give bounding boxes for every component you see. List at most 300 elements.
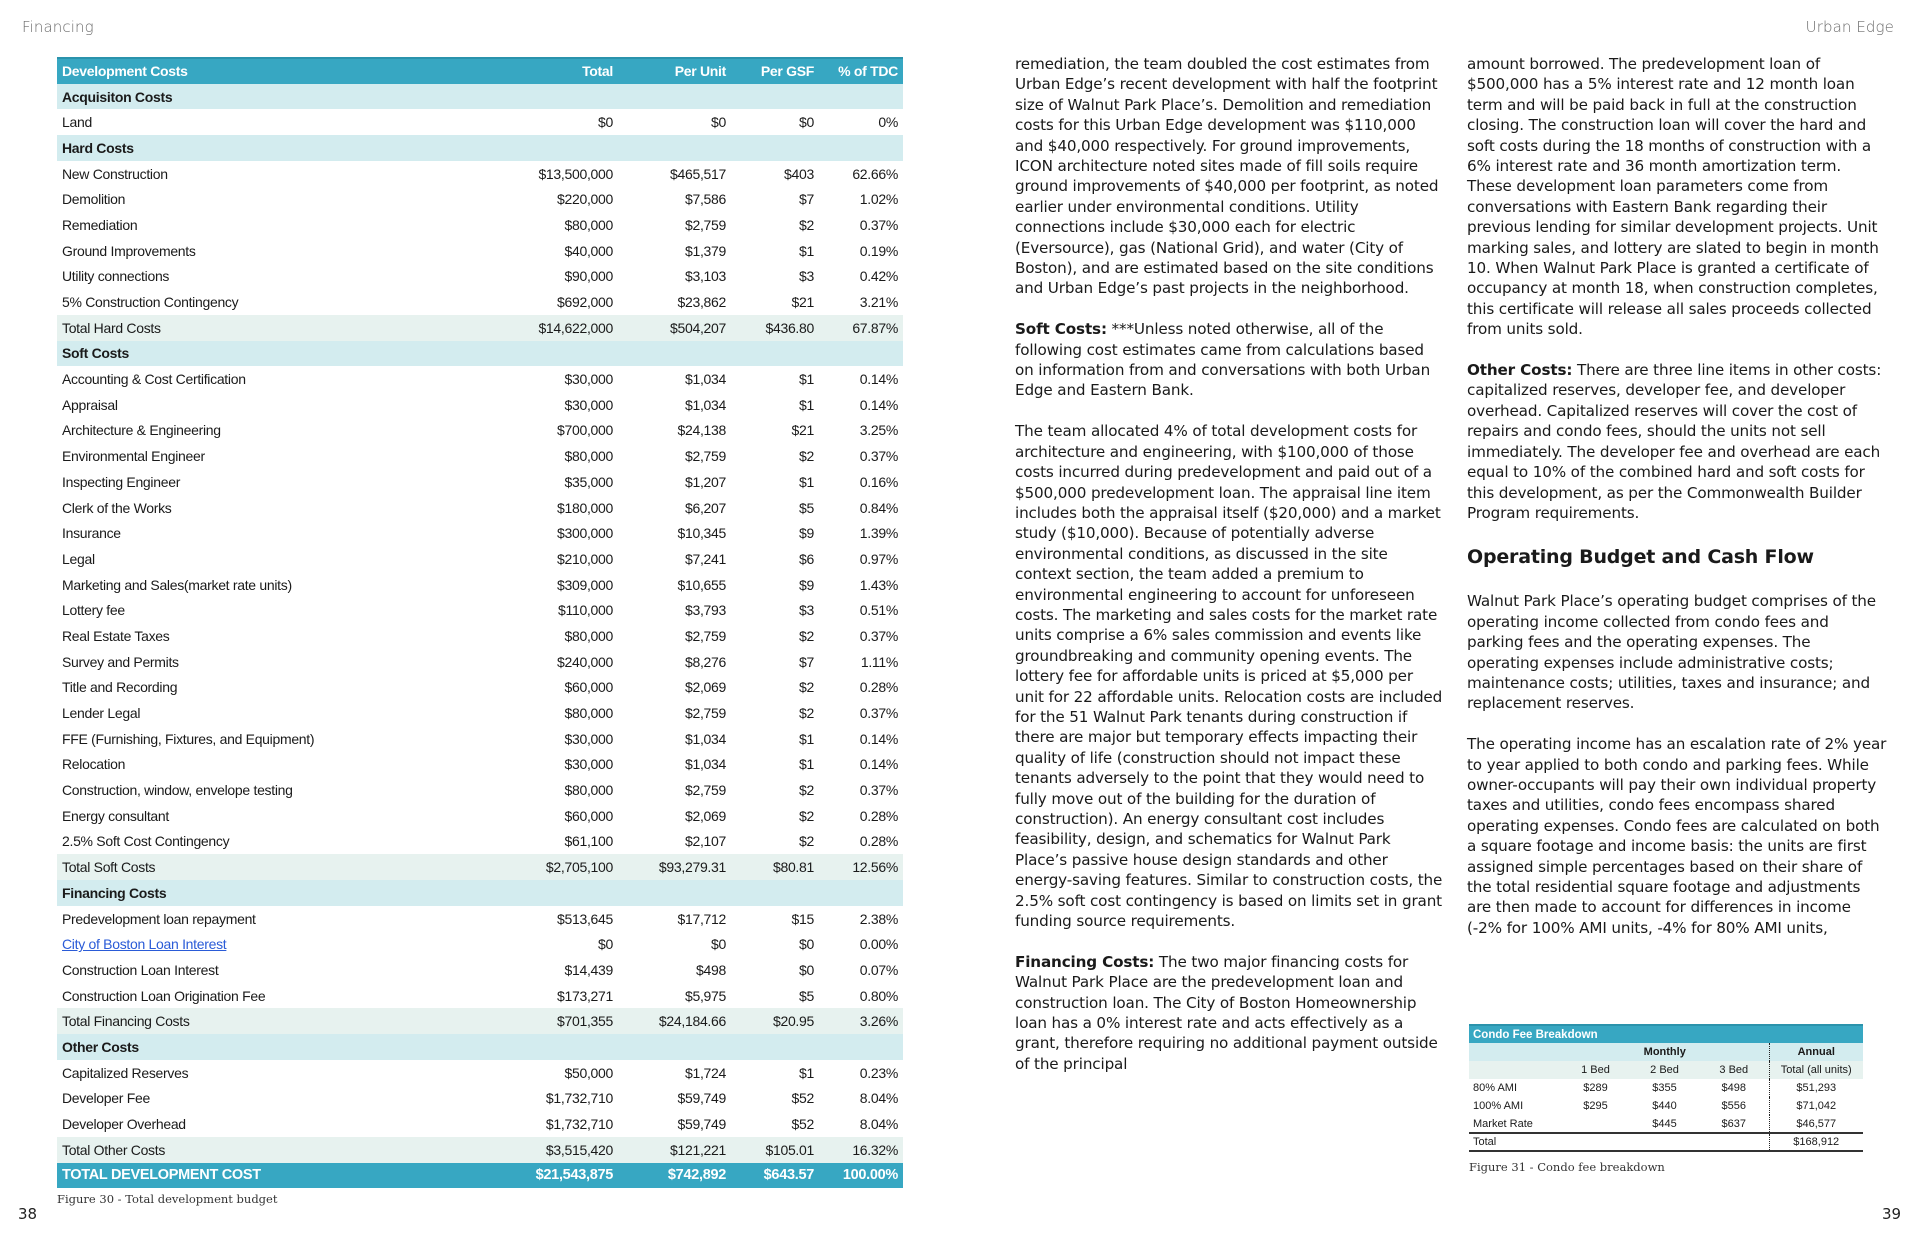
row-label: Financing Costs: [62, 884, 167, 901]
cell-pct: 0.23%: [859, 1064, 898, 1081]
cell-per-gsf: $7: [799, 653, 814, 670]
cell-per-unit: $0: [711, 114, 726, 131]
row-label: Total Hard Costs: [62, 319, 161, 336]
cell-pct: 0.97%: [859, 550, 898, 567]
total-blank: [1699, 1133, 1769, 1151]
city-of-boston-loan-link[interactable]: City of Boston Loan Interest: [62, 936, 227, 953]
cell-per-gsf: $1: [799, 473, 814, 490]
row-label: Developer Fee: [62, 1090, 150, 1107]
cell-total: $61,100: [564, 833, 613, 850]
cell-pct: 1.39%: [859, 525, 898, 542]
cell-per-gsf: $5: [799, 987, 814, 1004]
row-label: Predevelopment loan repayment: [62, 910, 256, 927]
table-row: [57, 983, 903, 1009]
cell-pct: 16.32%: [852, 1141, 898, 1158]
cell-total: $30,000: [564, 371, 613, 388]
cell-total: $701,355: [557, 1013, 613, 1030]
text-column-2: [1467, 54, 1887, 938]
cell-per-gsf: $2: [799, 705, 814, 722]
cell-per-gsf: $2: [799, 448, 814, 465]
paragraph-financing-cont: amount borrowed. The predevelopment loan of $500,000 has a 5% interest rate and 12 month loan term and will be paid back in full at the construction closing. The construction loan will cover the hard and soft costs during the 18 months of construction with a 6% interest rate and 36 month amortization term. These development loan parameters come from conversations with Eastern Bank regarding their previous lending for similar development projects. Unit marking sales, and lottery are slated to begin in month 10. When Walnut Park Place is granted a certificate of occupancy at month 18, when construction completes, this certificate will release all sales proceeds collected from units sold.: [1467, 55, 1879, 339]
cell-total: $90,000: [564, 268, 613, 285]
cell-2-bed: $355: [1652, 1082, 1677, 1094]
running-head-right: Urban Edge: [1805, 18, 1894, 36]
cell-total: $309,000: [557, 576, 613, 593]
row-label: Clerk of the Works: [62, 499, 172, 516]
row-label: Developer Overhead: [62, 1116, 186, 1133]
row-label: Capitalized Reserves: [62, 1064, 189, 1081]
table-row: [57, 289, 903, 315]
cell-total: $80,000: [564, 627, 613, 644]
cell-total: $80,000: [564, 448, 613, 465]
subtotal-row: [57, 315, 903, 341]
soft-costs-lead: Soft Costs:: [1015, 320, 1107, 339]
cell-total: $50,000: [564, 1064, 613, 1081]
paragraph-soft-costs-detail: The team allocated 4% of total development costs for architecture and engineering, with $100,000 of those costs incurred during predevelopment and paid out of a $500,000 predevelopment loan. The appraisal line item includes both the appraisal itself ($20,000) and a market study ($10,000). Because of potentially adverse environmental conditions, as discussed in the site context section, the team added a premium to environmental engineering to account for unforeseen costs. The marketing and sales costs for the market rate units comprise a 6% sales commission and events like groundbreaking and community opening events. The lottery fee for affordable units is priced at $5,000 per unit for 22 affordable units. Relocation costs are included for the 51 Walnut Park tenants during construction if there are major but temporary effects impacting their quality of life (construction should not impact these tenants adversely to the point that they would need to fully move out of the building for the duration of construction). An energy consultant cost includes feasibility, design, and schematics for Walnut Park Place’s passive house design standards and other energy-saving features. Similar to construction costs, the 2.5% soft cost contingency is based on limits set in grant funding source requirements.: [1015, 422, 1443, 931]
cell-per-unit: $7,586: [684, 191, 726, 208]
subtotal-row: [57, 1137, 903, 1163]
row-label: Relocation: [62, 756, 126, 773]
cell-per-unit: $2,759: [684, 782, 726, 799]
cell-per-gsf: $643.57: [763, 1167, 814, 1184]
cell-pct: 0.51%: [859, 602, 898, 619]
condo-fee-table: [1469, 1024, 1863, 1152]
condo-table-title: Condo Fee Breakdown: [1469, 1025, 1863, 1043]
total-blank: [1630, 1133, 1699, 1151]
row-label: Total Financing Costs: [62, 1013, 190, 1030]
cell-pct: 0.00%: [859, 936, 898, 953]
cell-per-gsf: $5: [799, 499, 814, 516]
table-row: [57, 212, 903, 238]
cell-total: $14,439: [564, 961, 613, 978]
table-row: [57, 906, 903, 932]
cell-total: $80,000: [564, 782, 613, 799]
page-number-right: 39: [1882, 1205, 1902, 1223]
condo-total-row: [1469, 1133, 1863, 1151]
cell-per-gsf: $2: [799, 782, 814, 799]
cell-per-unit: $17,712: [677, 910, 726, 927]
cell-total: $30,000: [564, 396, 613, 413]
table-row: [57, 495, 903, 521]
table-row: [57, 109, 903, 135]
cell-total: $60,000: [564, 679, 613, 696]
cell-per-gsf: $9: [799, 525, 814, 542]
cell-total: $30,000: [564, 756, 613, 773]
cell-pct: 0.37%: [859, 216, 898, 233]
cell-per-gsf: $105.01: [765, 1141, 814, 1158]
paragraph-other-costs: [1467, 360, 1887, 523]
header-per-gsf: Per GSF: [760, 63, 814, 80]
table-row: [57, 1111, 903, 1137]
cell-per-gsf: $1: [799, 756, 814, 773]
col-header-total-all-units: Total (all units): [1769, 1061, 1863, 1079]
figure-30-caption: Figure 30 - Total development budget: [57, 1192, 278, 1206]
cell-per-unit: $2,069: [684, 679, 726, 696]
cell-per-gsf: $52: [791, 1116, 814, 1133]
row-label: Market Rate: [1473, 1117, 1533, 1130]
cell-total: $180,000: [557, 499, 613, 516]
cell-per-unit: $10,655: [677, 576, 726, 593]
cell-per-unit: $1,034: [684, 396, 726, 413]
cell-total: $3,515,420: [545, 1141, 613, 1158]
table-row: [57, 443, 903, 469]
group-annual: Annual: [1769, 1043, 1863, 1061]
table-row: [57, 264, 903, 290]
text-column-1: [1015, 54, 1445, 1074]
subtotal-row: [57, 854, 903, 880]
cell-per-gsf: $1: [799, 396, 814, 413]
cell-total: $80,000: [564, 216, 613, 233]
cell-pct: 0.14%: [859, 756, 898, 773]
cell-pct: 3.25%: [859, 422, 898, 439]
cell-total: $60,000: [564, 807, 613, 824]
table-row: [57, 623, 903, 649]
development-costs-table: [57, 57, 903, 1188]
cell-per-gsf: $2: [799, 679, 814, 696]
row-label: Hard Costs: [62, 139, 134, 156]
cell-pct: 0.14%: [859, 730, 898, 747]
cell-per-unit: $465,517: [670, 165, 726, 182]
row-label: Soft Costs: [62, 345, 130, 362]
row-label: Inspecting Engineer: [62, 473, 181, 490]
cell-annual: $51,293: [1769, 1079, 1863, 1097]
cell-total: $21,543,875: [535, 1167, 613, 1184]
cell-total: $513,645: [557, 910, 613, 927]
table-row: [57, 366, 903, 392]
cell-pct: 0.28%: [859, 807, 898, 824]
soft-costs-text: ***Unless noted otherwise, all of the following cost estimates came from calculations based on information from and conversations with both Urban Edge and Eastern Bank.: [1015, 320, 1431, 400]
cell-per-unit: $7,241: [684, 550, 726, 567]
row-label: Remediation: [62, 216, 138, 233]
cell-pct: 0.37%: [859, 705, 898, 722]
row-label: New Construction: [62, 165, 168, 182]
section-row: [57, 135, 903, 161]
row-label: Appraisal: [62, 396, 118, 413]
row-label: Lender Legal: [62, 705, 141, 722]
cell-per-unit: $3,103: [684, 268, 726, 285]
cell-per-gsf: $52: [791, 1090, 814, 1107]
cell-total: $2,705,100: [545, 859, 613, 876]
figure-31-caption: Figure 31 - Condo fee breakdown: [1469, 1160, 1665, 1174]
cell-pct: 1.43%: [859, 576, 898, 593]
paragraph-operating-income: The operating income has an escalation rate of 2% year to year applied to both condo and parking fees. While owner-occupants will pay their own individual property taxes and utilities, condo fees encompass shared operating expenses. Condo fees are calculated on both a square footage and income basis: the units are first assigned simple percentages based on their share of the total residential square footage and adjustments are then made to account for differences in income (-2% for 100% AMI units, -4% for 80% AMI units,: [1467, 735, 1887, 937]
cell-pct: 8.04%: [859, 1090, 898, 1107]
cell-pct: 0.84%: [859, 499, 898, 516]
cell-per-gsf: $2: [799, 807, 814, 824]
cell-pct: 0.80%: [859, 987, 898, 1004]
cell-per-gsf: $0: [799, 114, 814, 131]
subtotal-row: [57, 1008, 903, 1034]
condo-title-row: [1469, 1025, 1863, 1043]
row-label: Construction Loan Interest: [62, 961, 219, 978]
other-costs-text: There are three line items in other costs: capitalized reserves, developer fee, and developer overhead. Capitalized reserves will cover the cost of repairs and condo fees, should the units not sell immediately. The developer fee and overhead are each equal to 10% of the combined hard and soft costs for this development, as per the Commonwealth Builder Program requirements.: [1467, 361, 1882, 522]
condo-row-80-ami: [1469, 1079, 1863, 1097]
row-label: Lottery fee: [62, 602, 125, 619]
cell-3-bed: $556: [1721, 1100, 1746, 1112]
table-row: [57, 597, 903, 623]
cell-per-unit: $59,749: [677, 1090, 726, 1107]
cell-per-unit: $2,107: [684, 833, 726, 850]
cell-total: $692,000: [557, 294, 613, 311]
condo-row-market-rate: [1469, 1115, 1863, 1133]
cell-pct: 0.28%: [859, 679, 898, 696]
row-label: Insurance: [62, 525, 121, 542]
cell-per-unit: $1,034: [684, 756, 726, 773]
cell-per-unit: $498: [696, 961, 726, 978]
section-heading-operating-budget: Operating Budget and Cash Flow: [1467, 546, 1814, 569]
condo-col-header-row: [1469, 1061, 1863, 1079]
row-label: 2.5% Soft Cost Contingency: [62, 833, 230, 850]
cell-per-unit: $0: [711, 936, 726, 953]
page-number-left: 38: [18, 1205, 38, 1223]
cell-per-unit: $742,892: [667, 1167, 726, 1184]
cell-pct: 1.11%: [860, 653, 898, 670]
financing-costs-text: The two major financing costs for Walnut Park Place are the predevelopment loan and construction loan. The City of Boston Homeownership loan has a 0% interest rate and acts effectively as a grant, therefore requiring no additional payment outside of the principal: [1015, 952, 1438, 1073]
cell-per-unit: $24,138: [677, 422, 726, 439]
cell-per-gsf: $0: [799, 961, 814, 978]
cell-per-unit: $121,221: [670, 1141, 726, 1158]
row-label: Total Other Costs: [62, 1141, 166, 1158]
cell-per-unit: $1,724: [684, 1064, 726, 1081]
cell-pct: 3.21%: [859, 294, 898, 311]
row-label: Construction, window, envelope testing: [62, 782, 293, 799]
cell-pct: 0.37%: [859, 627, 898, 644]
row-label: Ground Improvements: [62, 242, 196, 259]
cell-per-unit: $1,034: [684, 371, 726, 388]
table-row: [57, 931, 903, 957]
row-label: Architecture & Engineering: [62, 422, 221, 439]
table-row: [57, 752, 903, 778]
section-row: [57, 341, 903, 367]
table-row: [57, 469, 903, 495]
cell-per-gsf: $6: [799, 550, 814, 567]
cell-pct: 0.07%: [859, 961, 898, 978]
table-row: [57, 957, 903, 983]
cell-per-gsf: $80.81: [772, 859, 814, 876]
cell-pct: 0.19%: [859, 242, 898, 259]
table-row: [57, 803, 903, 829]
cell-total: $110,000: [558, 602, 613, 619]
other-costs-lead: Other Costs:: [1467, 361, 1573, 380]
financing-costs-lead: Financing Costs:: [1015, 952, 1155, 971]
row-label: Land: [62, 114, 92, 131]
row-label: Environmental Engineer: [62, 448, 205, 465]
cell-3-bed: $637: [1721, 1117, 1746, 1130]
cell-pct: 2.38%: [859, 910, 898, 927]
table-row: [57, 186, 903, 212]
row-label: Construction Loan Origination Fee: [62, 987, 266, 1004]
cell-total: $173,271: [557, 987, 613, 1004]
row-label: Legal: [62, 550, 95, 567]
running-head-left: Financing: [22, 18, 94, 36]
cell-per-unit: $3,793: [684, 602, 726, 619]
row-label: Acquisiton Costs: [62, 88, 173, 105]
row-label: TOTAL DEVELOPMENT COST: [62, 1167, 261, 1184]
cell-per-gsf: $0: [799, 936, 814, 953]
cell-per-unit: $59,749: [677, 1116, 726, 1133]
cell-per-gsf: $2: [799, 627, 814, 644]
cell-total: $40,000: [564, 242, 613, 259]
cell-per-gsf: $20.95: [772, 1013, 814, 1030]
cell-1-bed: $295: [1583, 1100, 1608, 1112]
cell-per-unit: $24,184.66: [658, 1013, 726, 1030]
cell-pct: 62.66%: [852, 165, 898, 182]
table-row: [57, 700, 903, 726]
condo-row-100-ami: [1469, 1097, 1863, 1115]
row-label: FFE (Furnishing, Fixtures, and Equipment): [62, 730, 315, 747]
paragraph-operating-budget: Walnut Park Place’s operating budget comprises of the operating income collected from condo fees and parking fees and the operating expenses. The operating expenses include administrative costs; maintenance costs; utilities, taxes and insurance; and replacement reserves.: [1467, 592, 1876, 713]
table-row: [57, 238, 903, 264]
table-row: [57, 572, 903, 598]
row-label: Accounting & Cost Certification: [62, 371, 246, 388]
total-blank: [1561, 1133, 1630, 1151]
cell-total: $14,622,000: [538, 319, 613, 336]
cell-pct: 0.28%: [859, 833, 898, 850]
cell-per-gsf: $1: [799, 242, 814, 259]
cell-pct: 8.04%: [859, 1116, 898, 1133]
cell-pct: 0%: [878, 114, 898, 131]
table-row: [57, 161, 903, 187]
cell-per-unit: $2,759: [684, 705, 726, 722]
section-row: [57, 84, 903, 110]
row-label: Demolition: [62, 191, 126, 208]
cell-per-gsf: $403: [784, 165, 814, 182]
cell-total: $220,000: [557, 191, 613, 208]
cell-per-unit: $6,207: [684, 499, 726, 516]
cell-1-bed: [1561, 1115, 1630, 1133]
cell-per-unit: $93,279.31: [658, 859, 726, 876]
cell-per-gsf: $9: [799, 576, 814, 593]
table-row: [57, 649, 903, 675]
cell-pct: 0.16%: [859, 473, 898, 490]
table-row: [57, 777, 903, 803]
row-label: Survey and Permits: [62, 653, 179, 670]
cell-per-gsf: $21: [791, 294, 814, 311]
cell-total: $300,000: [557, 525, 613, 542]
cell-total: $240,000: [557, 653, 613, 670]
row-label: Real Estate Taxes: [62, 627, 170, 644]
cell-total: $1,732,710: [545, 1116, 613, 1133]
cell-total: $30,000: [564, 730, 613, 747]
cell-per-unit: $8,276: [684, 653, 726, 670]
header-development-costs: Development Costs: [62, 63, 188, 80]
cell-annual: $46,577: [1769, 1115, 1863, 1133]
group-monthly: Monthly: [1561, 1043, 1769, 1061]
table-row: [57, 546, 903, 572]
section-row: [57, 1034, 903, 1060]
table-row: [57, 726, 903, 752]
cell-per-unit: $1,379: [684, 242, 726, 259]
row-label: 80% AMI: [1473, 1082, 1518, 1094]
table-row: [57, 392, 903, 418]
cell-total: $80,000: [564, 705, 613, 722]
paragraph-hard-costs-cont: remediation, the team doubled the cost estimates from Urban Edge’s recent development with half the footprint size of Walnut Park Place’s. Demolition and remediation costs for this Urban Edge development was $110,000 and $40,000 respectively. For ground improvements, ICON architecture noted sites made of fill soils require ground improvements of $40,000 per footprint, as noted earlier under environmental conditions. Utility connections include $30,000 each for electric (Eversource), gas (National Grid), and water (City of Boston), and are estimated based on the site conditions and Urban Edge’s past projects in the neighborhood.: [1015, 55, 1439, 298]
cell-per-unit: $10,345: [677, 525, 726, 542]
cell-pct: 12.56%: [852, 859, 898, 876]
cell-per-gsf: $1: [799, 371, 814, 388]
cell-pct: 0.37%: [859, 782, 898, 799]
cell-total: $210,000: [557, 550, 613, 567]
cell-per-unit: $2,759: [684, 216, 726, 233]
row-label: Title and Recording: [62, 679, 178, 696]
table-header-row: [57, 58, 903, 84]
cell-total: $700,000: [557, 422, 613, 439]
section-row: [57, 880, 903, 906]
development-costs-body: [57, 84, 903, 1189]
cell-per-unit: $23,862: [677, 294, 726, 311]
cell-2-bed: $440: [1652, 1100, 1677, 1112]
cell-per-unit: $1,207: [684, 473, 726, 490]
cell-per-gsf: $3: [799, 268, 814, 285]
header-per-unit: Per Unit: [674, 63, 726, 80]
paragraph-financing-costs: [1015, 952, 1445, 1074]
cell-2-bed: $445: [1652, 1117, 1677, 1130]
row-label: 5% Construction Contingency: [62, 294, 239, 311]
paragraph-soft-costs: [1015, 319, 1445, 401]
cell-total: $0: [598, 114, 613, 131]
grand-total-row: [57, 1163, 903, 1189]
table-row: [57, 418, 903, 444]
row-label: Energy consultant: [62, 807, 169, 824]
total-annual: $168,912: [1769, 1133, 1863, 1151]
cell-per-gsf: $1: [799, 1064, 814, 1081]
cell-per-gsf: $1: [799, 730, 814, 747]
col-header-blank: [1469, 1061, 1561, 1079]
cell-per-gsf: $2: [799, 216, 814, 233]
condo-group-row: [1469, 1043, 1863, 1061]
row-label: Utility connections: [62, 268, 170, 285]
cell-total: $1,732,710: [545, 1090, 613, 1107]
cell-per-unit: $5,975: [684, 987, 726, 1004]
table-row: [57, 675, 903, 701]
cell-per-unit: $2,069: [684, 807, 726, 824]
table-row: [57, 829, 903, 855]
row-label: 100% AMI: [1473, 1100, 1524, 1112]
cell-per-gsf: $3: [799, 602, 814, 619]
table-row: [57, 1060, 903, 1086]
cell-pct: 0.37%: [859, 448, 898, 465]
cell-per-unit: $504,207: [670, 319, 726, 336]
cell-per-gsf: $7: [799, 191, 814, 208]
cell-per-gsf: $15: [791, 910, 814, 927]
cell-pct: 0.14%: [859, 371, 898, 388]
cell-total: $35,000: [564, 473, 613, 490]
table-row: [57, 1086, 903, 1112]
cell-1-bed: $289: [1583, 1082, 1608, 1094]
cell-pct: 0.14%: [859, 396, 898, 413]
row-label: Marketing and Sales(market rate units): [62, 576, 292, 593]
cell-pct: 3.26%: [859, 1013, 898, 1030]
group-spacer: [1469, 1043, 1561, 1061]
row-label: Other Costs: [62, 1038, 139, 1055]
cell-total: $13,500,000: [538, 165, 613, 182]
header-pct-tdc: % of TDC: [838, 63, 898, 80]
col-header-3-bed: 3 Bed: [1699, 1061, 1769, 1079]
cell-per-unit: $2,759: [684, 627, 726, 644]
row-label: Total Soft Costs: [62, 859, 156, 876]
col-header-2-bed: 2 Bed: [1630, 1061, 1699, 1079]
table-row: [57, 520, 903, 546]
cell-per-gsf: $21: [791, 422, 814, 439]
row-label: [57, 931, 457, 957]
cell-annual: $71,042: [1769, 1097, 1863, 1115]
col-header-1-bed: 1 Bed: [1561, 1061, 1630, 1079]
cell-pct: 0.42%: [859, 268, 898, 285]
cell-per-gsf: $2: [799, 833, 814, 850]
cell-per-unit: $2,759: [684, 448, 726, 465]
cell-pct: 100.00%: [842, 1167, 898, 1184]
total-label: Total: [1469, 1133, 1561, 1151]
